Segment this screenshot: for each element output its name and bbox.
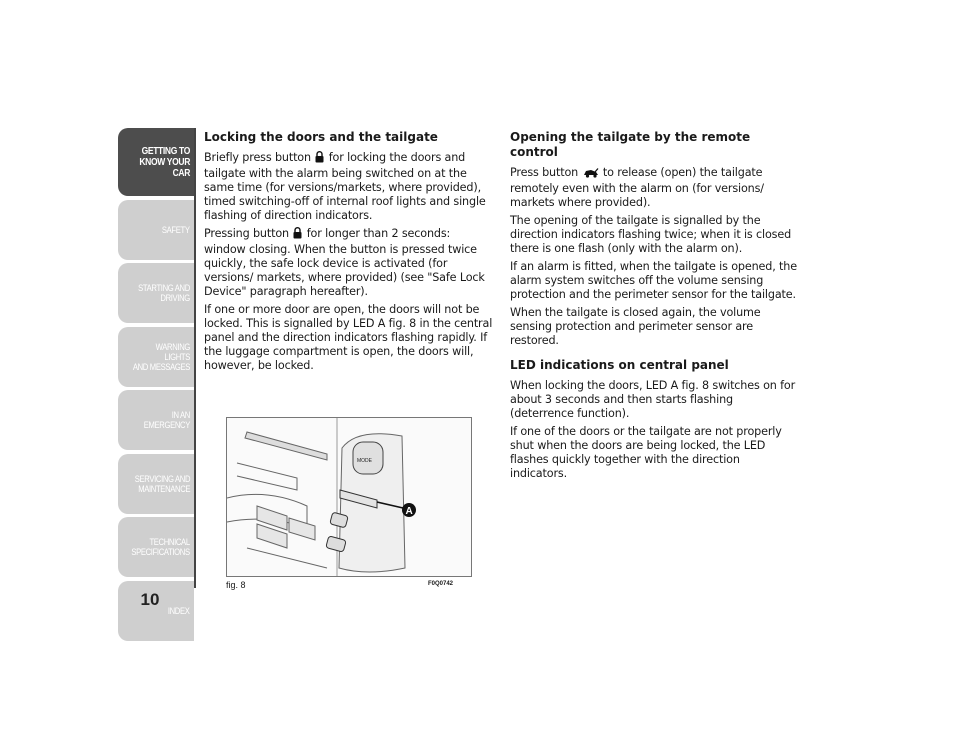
figure-caption: fig. 8 — [226, 580, 246, 590]
tab-safety[interactable]: SAFETY — [118, 200, 194, 260]
figure-code: F0Q0742 — [428, 581, 454, 587]
paragraph-alarm-fitted: If an alarm is fitted, when the tailgate is opened, the alarm system switches off the volume sensing protection and the perimeter sensor for the tailgate. — [510, 260, 797, 301]
central-panel-illustration — [227, 418, 471, 576]
tab-technical-specifications[interactable]: TECHNICAL SPECIFICATIONS — [118, 517, 194, 577]
padlock-icon — [315, 151, 324, 167]
paragraph-led-flashes: If one of the doors or the tailgate are not properly shut when the doors are being locked, the LED flashes quickly together with the direction indicators. — [510, 425, 782, 480]
paragraph-press-button: Press button to release (open) the tailgate remotely even with the alarm on (for versions/ markets where provided). — [510, 166, 764, 209]
padlock-icon — [293, 227, 302, 243]
tab-starting-and-driving[interactable]: STARTING AND DRIVING — [118, 263, 194, 323]
side-tab-strip — [118, 128, 194, 644]
car-tailgate-icon — [583, 168, 599, 182]
left-column — [204, 130, 494, 377]
tab-getting-to-know-your-car[interactable]: GETTING TO KNOW YOUR CAR — [118, 128, 194, 196]
tab-divider-line — [194, 128, 196, 588]
callout-a-label: A — [405, 506, 413, 517]
tab-servicing-and-maintenance[interactable]: SERVICING AND MAINTENANCE — [118, 454, 194, 514]
paragraph-tailgate-closed: When the tailgate is closed again, the volume sensing protection and perimeter sensor are restored. — [510, 306, 761, 347]
figure-central-panel — [226, 417, 472, 577]
paragraph-opening-signalled: The opening of the tailgate is signalled by the direction indicators flashing twice; when it is closed there is one flash (only with the alarm on). — [510, 214, 792, 255]
mode-label: MODE — [357, 458, 372, 464]
page-number: 10 — [140, 590, 160, 609]
tab-warning-lights[interactable]: WARNING LIGHTS AND MESSAGES — [118, 327, 194, 387]
heading-opening-tailgate: Opening the tailgate by the remote control — [510, 130, 751, 159]
paragraph-lock-long: Pressing button for longer than 2 seconds: window closing. When the button is pressed twice quickly, the safe lock device is activated (for versions/ markets, where provided) (see "Safe Lock Device" paragraph hereafter). — [204, 227, 485, 298]
right-column — [510, 130, 800, 485]
heading-locking-doors: Locking the doors and the tailgate — [204, 130, 438, 144]
paragraph-doors-open: If one or more door are open, the doors will not be locked. This is signalled by LED A fig. 8 in the central panel and the direction indicators flashing rapidly. If the luggage compartment is open, the doors will, however, be locked. — [204, 303, 493, 372]
tab-in-an-emergency[interactable]: IN AN EMERGENCY — [118, 390, 194, 450]
paragraph-lock-brief: Briefly press button for locking the doors and tailgate with the alarm being switched on at the same time (for versions/markets, where provided), timed switching-off of internal roof lights and single flashing of direction indicators. — [204, 151, 486, 222]
heading-led-indications: LED indications on central panel — [510, 358, 729, 372]
tab-index[interactable]: INDEX — [118, 581, 194, 641]
paragraph-led-locking: When locking the doors, LED A fig. 8 switches on for about 3 seconds and then starts flashing (deterrence function). — [510, 379, 796, 420]
